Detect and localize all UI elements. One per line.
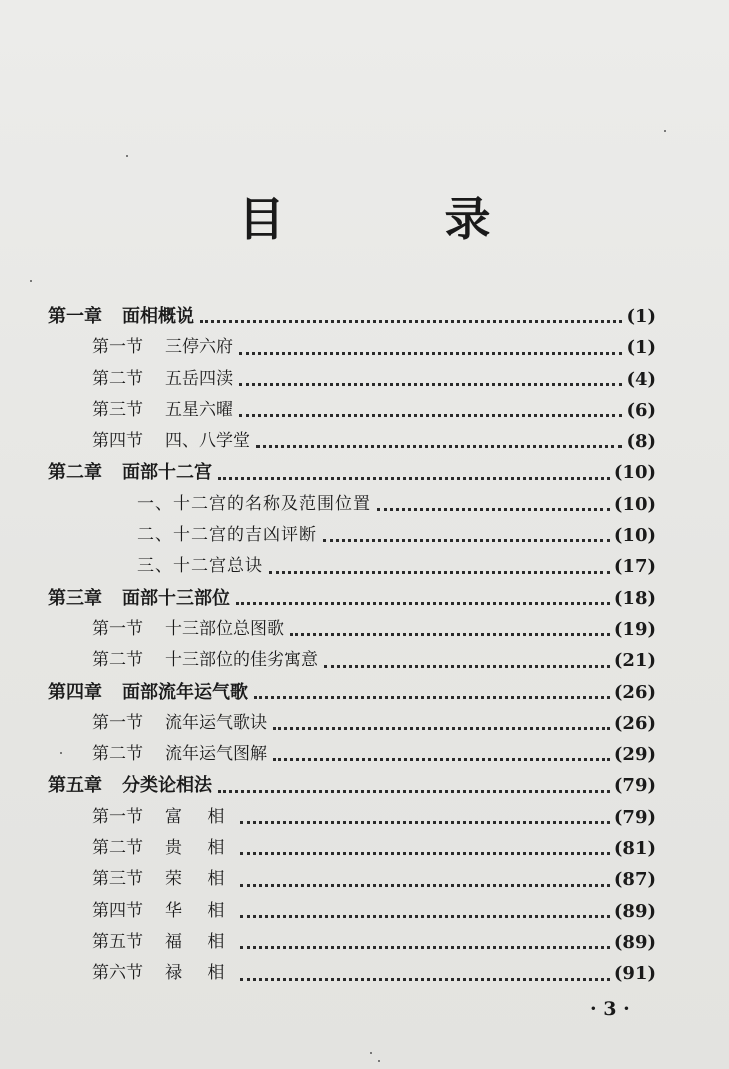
toc-entry-number: 第五章 — [48, 775, 102, 797]
dot-leader — [254, 695, 610, 699]
toc-entry-title: 四、八学堂 — [165, 431, 250, 452]
page-title: 目 录 — [238, 192, 563, 246]
toc-entry-section — [48, 864, 656, 895]
toc-entry-page: (4) — [626, 368, 656, 390]
toc-entry-title: 三停六府 — [165, 337, 233, 358]
toc-entry-section — [48, 802, 656, 833]
toc-entry-number: 第二节 — [92, 744, 143, 765]
toc-entry-page: (91) — [613, 963, 656, 985]
toc-entry-title: 荣 相 — [165, 869, 235, 890]
toc-entry-number: 第四节 — [92, 900, 143, 921]
dot-leader — [239, 382, 622, 386]
toc-entry-chapter — [48, 677, 656, 708]
toc-entry-number: 第一节 — [92, 618, 143, 639]
dot-leader — [273, 726, 610, 730]
toc-entry-page: (6) — [626, 399, 656, 421]
paper-speck — [126, 155, 128, 157]
toc-entry-title: 一、十二宫的名称及范围位置 — [137, 493, 371, 514]
dot-leader — [218, 789, 610, 793]
toc-entry-number: 第一节 — [92, 337, 143, 358]
toc-entry-number: 第二节 — [92, 838, 143, 859]
dot-leader — [240, 977, 610, 981]
toc-entry-title: 禄 相 — [165, 963, 235, 984]
table-of-contents — [48, 301, 656, 990]
toc-entry-title: 流年运气图解 — [165, 744, 267, 765]
dot-leader — [240, 820, 610, 824]
dot-leader — [323, 538, 610, 542]
dot-leader — [240, 851, 610, 855]
toc-entry-section — [48, 364, 656, 395]
toc-entry-number: 第三章 — [48, 587, 102, 609]
toc-entry-section — [48, 958, 656, 989]
toc-entry-section — [48, 332, 656, 363]
toc-entry-title: 面部流年运气歌 — [122, 681, 248, 703]
toc-entry-page: (81) — [613, 838, 656, 860]
paper-speck — [30, 280, 32, 282]
toc-entry-number: 第一节 — [92, 712, 143, 733]
toc-entry-page: (10) — [613, 462, 656, 484]
toc-entry-number: 第一章 — [48, 306, 102, 327]
toc-entry-number: 第四章 — [48, 681, 102, 703]
toc-entry-page: (29) — [613, 744, 656, 766]
toc-entry-chapter — [48, 583, 656, 614]
dot-leader — [256, 444, 622, 448]
toc-entry-number: 第六节 — [92, 963, 143, 984]
toc-entry-number: 第一节 — [92, 806, 143, 827]
toc-entry-page: (79) — [613, 775, 656, 797]
toc-entry-title: 富 相 — [165, 806, 235, 827]
dot-leader — [240, 883, 610, 887]
toc-entry-number: 第二章 — [48, 462, 102, 484]
toc-entry-page: (10) — [613, 493, 656, 515]
toc-entry-title: 五星六曜 — [165, 399, 233, 420]
toc-entry-page: (21) — [613, 650, 656, 672]
toc-entry-section — [48, 426, 656, 457]
toc-entry-page: (18) — [613, 587, 656, 609]
dot-leader — [269, 570, 610, 574]
toc-entry-page: (26) — [613, 712, 656, 734]
toc-entry-title: 三、十二宫总诀 — [137, 556, 263, 577]
toc-entry-section — [48, 395, 656, 426]
toc-entry-chapter — [48, 770, 656, 801]
toc-entry-number: 第四节 — [92, 431, 143, 452]
toc-entry-section — [48, 645, 656, 676]
toc-entry-page: (19) — [613, 618, 656, 640]
page-number: · 3 · — [590, 998, 630, 1020]
toc-entry-title: 华 相 — [165, 900, 235, 921]
toc-entry-sub — [48, 489, 656, 520]
toc-entry-title: 面部十二宫 — [122, 462, 212, 484]
dot-leader — [377, 507, 610, 511]
toc-entry-page: (1) — [626, 306, 656, 327]
dot-leader — [290, 632, 610, 636]
dot-leader — [324, 664, 610, 668]
toc-entry-section — [48, 614, 656, 645]
toc-entry-page: (26) — [613, 681, 656, 703]
dot-leader — [239, 413, 622, 417]
toc-entry-section — [48, 927, 656, 958]
toc-entry-title: 十三部位的佳劣寓意 — [165, 650, 318, 671]
toc-entry-title: 十三部位总图歌 — [165, 618, 284, 639]
toc-entry-number: 第三节 — [92, 869, 143, 890]
paper-speck — [370, 1052, 372, 1054]
dot-leader — [240, 914, 610, 918]
toc-entry-title: 面部十三部位 — [122, 587, 230, 609]
toc-entry-chapter — [48, 457, 656, 488]
toc-entry-title: 流年运气歌诀 — [165, 712, 267, 733]
paper-speck — [664, 130, 666, 132]
toc-entry-section — [48, 708, 656, 739]
toc-entry-page: (89) — [613, 931, 656, 953]
toc-entry-sub — [48, 551, 656, 582]
toc-entry-page: (89) — [613, 900, 656, 922]
toc-entry-title: 面相概说 — [122, 306, 194, 327]
toc-entry-number: 第五节 — [92, 931, 143, 952]
toc-entry-title: 分类论相法 — [122, 775, 212, 797]
dot-leader — [200, 319, 622, 323]
dot-leader — [240, 945, 610, 949]
dot-leader — [239, 351, 622, 355]
dot-leader — [273, 757, 610, 761]
toc-entry-title: 贵 相 — [165, 838, 235, 859]
toc-entry-page: (79) — [613, 806, 656, 828]
toc-entry-page: (10) — [613, 525, 656, 547]
toc-entry-page: (8) — [626, 431, 656, 453]
toc-entry-sub — [48, 520, 656, 551]
toc-entry-page: (1) — [626, 337, 656, 359]
toc-entry-section — [48, 833, 656, 864]
toc-entry-section — [48, 739, 656, 770]
dot-leader — [218, 476, 610, 480]
paper-speck — [378, 1060, 380, 1062]
toc-entry-number: 第三节 — [92, 399, 143, 420]
toc-entry-section — [48, 896, 656, 927]
toc-entry-number: 第二节 — [92, 650, 143, 671]
toc-entry-number: 第二节 — [92, 368, 143, 389]
paper-speck — [60, 752, 62, 754]
toc-entry-page: (87) — [613, 869, 656, 891]
toc-entry-title: 二、十二宫的吉凶评断 — [137, 525, 317, 546]
toc-entry-title: 福 相 — [165, 931, 235, 952]
toc-entry-title: 五岳四渎 — [165, 368, 233, 389]
dot-leader — [236, 601, 610, 605]
toc-entry-chapter — [48, 301, 656, 332]
toc-entry-page: (17) — [613, 556, 656, 578]
